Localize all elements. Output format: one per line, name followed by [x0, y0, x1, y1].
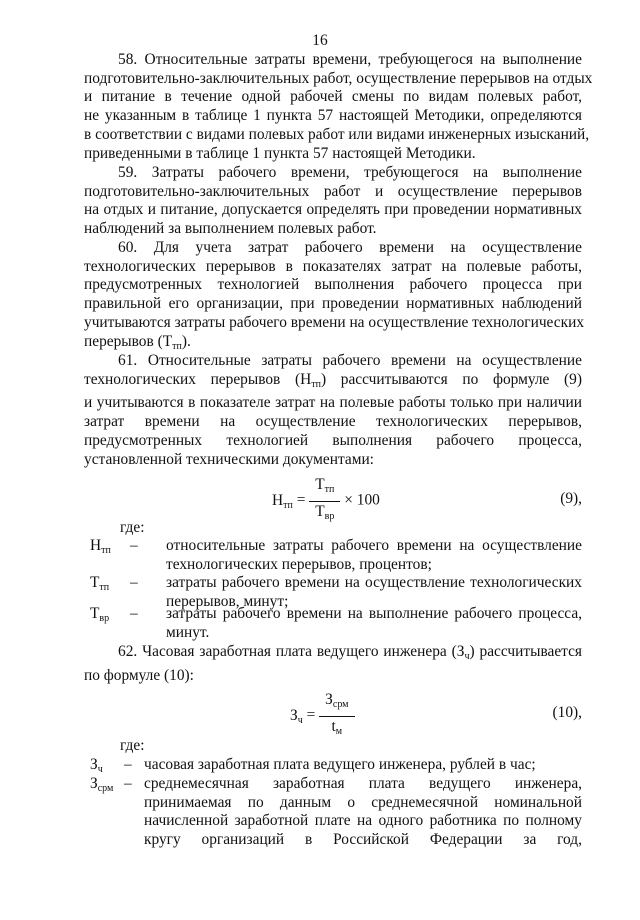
- text-line: технологических перерывов в показателях затрат на полевые работы,: [84, 257, 582, 275]
- text-line: 59. Затраты рабочего времени, требующегося на выполнение: [118, 164, 582, 181]
- formula-number: (10),: [552, 704, 582, 721]
- page-number: 16: [312, 32, 328, 49]
- text-line: правильной его организации, при проведении нормативных наблюдений: [84, 295, 582, 313]
- text-line: предусмотренных технологией выполнения рабочего процесса при: [84, 276, 582, 294]
- text-line: в соответствии с видами полевых работ или видами инженерных изысканий,: [84, 125, 590, 143]
- denominator: $t_м$: [331, 717, 343, 737]
- definition-item: $З_ч$ – часовая заработная плата ведущего инженера, рублей в час;: [0, 756, 640, 776]
- text-line: технологических перерывов $(Н_{тп})$ рассчитываются по формуле (9): [84, 370, 582, 390]
- paragraph-58: [84, 51, 593, 163]
- formula-lhs: $З_ч$: [290, 706, 303, 726]
- definition-text: среднемесячная заработная плата ведущего инженера, принимаемая по данным о среднемесячной номинальной начисленной заработной плате на одного работника по полному кругу организаций в Российской Федерации за год,: [144, 775, 582, 849]
- text-line: предусмотренных технологией выполнения рабочего процесса,: [84, 431, 582, 449]
- definition-item: $Т_{тп}$ – затраты рабочего времени на осуществление технологических перерывов, минут;: [90, 574, 582, 610]
- equals-sign: =: [296, 491, 306, 509]
- text-line: подготовительно-заключительных работ и осуществление перерывов: [84, 182, 582, 200]
- definition-text: относительные затраты рабочего времени на осуществление технологических перерывов, процентов;: [166, 537, 582, 573]
- text-line: наблюдений за выполнением полевых работ.: [84, 220, 377, 238]
- paragraph-59: [84, 164, 582, 239]
- text-line: и питание в течение одной рабочей смены по видам полевых работ,: [84, 88, 582, 106]
- text-line: подготовительно-заключительных работ, осуществление перерывов на отдых: [84, 69, 593, 87]
- paragraph-60: [84, 239, 585, 356]
- formula-9: [272, 476, 380, 526]
- text-line: 62. Часовая заработная плата ведущего инженера $(З_ч)$ рассчитывается: [118, 643, 582, 662]
- text-line: 60. Для учета затрат рабочего времени на осуществление: [118, 239, 582, 256]
- text-line: приведенными в таблице 1 пункта 57 настоящей Методики.: [84, 144, 476, 162]
- text-line: и учитываются в показателе затрат на полевые работы только при наличии: [84, 394, 582, 412]
- text-line: на отдых и питание, допускается определять при проведении нормативных: [84, 201, 582, 219]
- where-label: где:: [120, 519, 145, 536]
- text-line: учитываются затраты рабочего времени на осуществление технологических: [84, 313, 585, 331]
- definition-symbol: $Н_{тп}$: [90, 537, 111, 556]
- definition-symbol: $З_ч$: [90, 756, 103, 775]
- denominator: $Т_{вр}$: [315, 502, 335, 522]
- multiplier: × 100: [344, 491, 380, 509]
- definition-symbol: $Т_{тп}$: [90, 574, 110, 593]
- equals-sign: =: [306, 706, 316, 724]
- formula-number: (9),: [560, 490, 582, 507]
- fraction: [319, 691, 354, 741]
- text-line: затрат времени на осуществление технологических перерывов,: [84, 413, 582, 431]
- numerator: $Т_{тп}$: [309, 476, 340, 502]
- numerator: $З_{срм}$: [319, 691, 354, 717]
- where-label: где:: [120, 737, 145, 754]
- text-line: установленной техническими документами:: [84, 450, 374, 468]
- definition-text: затраты рабочего времени на осуществление технологических перерывов, минут;: [166, 574, 582, 610]
- definition-item: $З_{срм}$ – среднемесячная заработная плата ведущего инженера, принимаемая по данным о среднемесячной номинальной начисленной заработной плате на одного работника по полному кругу организаций в Российской Федерации за год,: [90, 775, 582, 849]
- text-line: 61. Относительные затраты рабочего времени на осуществление: [118, 352, 582, 369]
- text-line: перерывов $(Т_{тп})$.: [84, 332, 191, 352]
- fraction: [309, 476, 340, 526]
- definition-text: часовая заработная плата ведущего инженера, рублей в час;: [144, 756, 536, 773]
- definition-item: $Т_{вр}$ – затраты рабочего времени на выполнение рабочего процесса, минут.: [90, 605, 582, 641]
- paragraph-61: [84, 352, 582, 469]
- definition-text: затраты рабочего времени на выполнение рабочего процесса, минут.: [166, 605, 582, 641]
- definition-symbol: $Т_{вр}$: [90, 605, 110, 624]
- text-line: не указанным в таблице 1 пункта 57 настоящей Методики, определяются: [84, 107, 582, 125]
- formula-lhs: $Н_{тп}$: [272, 491, 293, 511]
- paragraph-62: [84, 643, 582, 685]
- formula-10: [290, 691, 355, 741]
- definition-symbol: $З_{срм}$: [90, 775, 114, 794]
- text-line: 58. Относительные затраты времени, требующегося на выполнение: [118, 51, 582, 68]
- definition-item: $Н_{тп}$ – относительные затраты рабочего времени на осуществление технологических перерывов, процентов;: [90, 537, 582, 573]
- text-line: по формуле (10):: [84, 666, 194, 684]
